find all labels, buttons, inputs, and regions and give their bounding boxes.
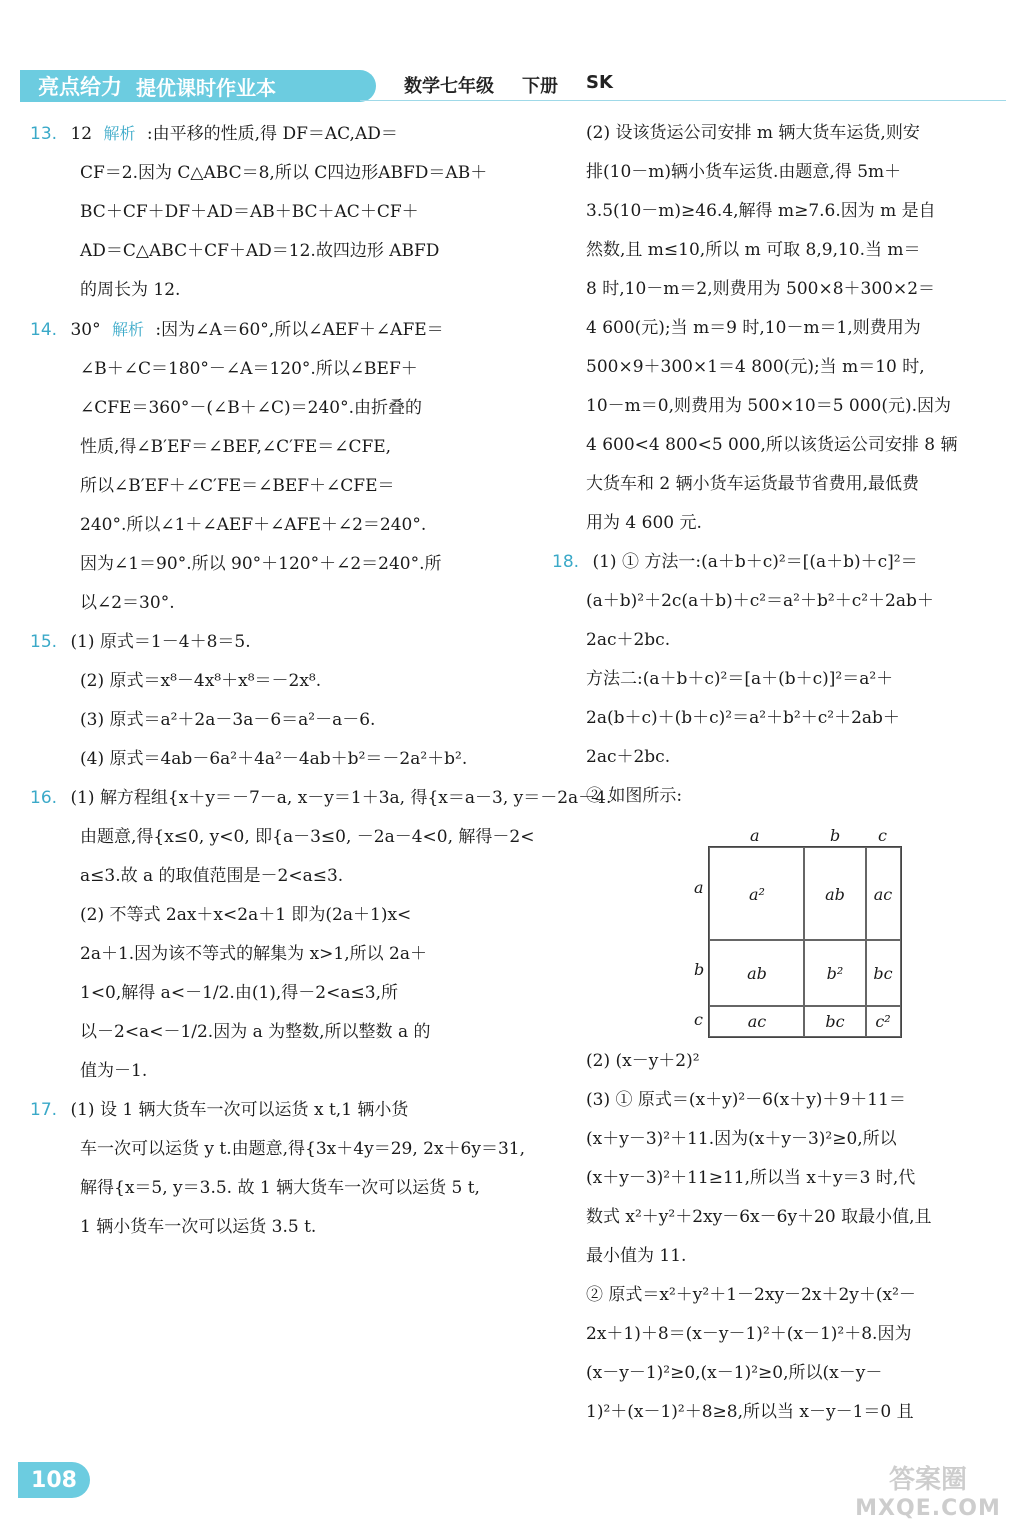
answer-line: 1<0,解得 a<－1/2.由(1),得－2<a≤3,所 (80, 983, 398, 1003)
answer-line: 240°.所以∠1＋∠AEF＋∠AFE＋∠2＝240°. (80, 515, 427, 535)
answer-line: 以∠2＝30°. (80, 593, 175, 613)
answer-line: 500×9＋300×1＝4 800(元);当 m＝10 时, (586, 357, 925, 377)
brand-title: 提优课时作业本 (136, 75, 276, 100)
answer-line: 值为－1. (80, 1061, 148, 1081)
answer-line: BC＋CF＋DF＋AD＝AB＋BC＋AC＋CF＋ (80, 202, 419, 222)
question-17-continued (580, 114, 1015, 543)
page-header (0, 70, 1026, 104)
answer-line: CF＝2.因为 C△ABC＝8,所以 C四边形ABFD＝AB＋ (80, 163, 488, 183)
answer-line: 数式 x²＋y²＋2xy－6x－6y＋20 取最小值,且 (586, 1207, 932, 1227)
answer-line: 大货车和 2 辆小货车运货最节省费用,最低费 (586, 474, 920, 494)
page-number: 108 (18, 1462, 90, 1498)
subject-info (404, 72, 613, 98)
subject-grade: 数学七年级 (404, 76, 494, 97)
answer-line: a≤3.故 a 的取值范围是－2<a≤3. (80, 866, 344, 886)
cell-ab: ab (803, 847, 867, 941)
watermark-url: MXQE.COM (855, 1496, 1001, 1521)
brand-series: 亮点给力 (38, 75, 122, 99)
question-number: 17. (30, 1100, 58, 1120)
answer-line: (2) (x－y＋2)² (586, 1051, 700, 1071)
top-label-a: a (750, 826, 760, 845)
answer-line: (2) 设该货运公司安排 m 辆大货车运货,则安 (586, 123, 920, 143)
right-column (552, 114, 1015, 1432)
answer-line: ∠CFE＝360°－(∠B＋∠C)＝240°.由折叠的 (80, 398, 423, 418)
watermark-logo (838, 1450, 1018, 1530)
question-17 (30, 1091, 525, 1247)
answer-line: (x－y－1)²≥0,(x－1)²≥0,所以(x－y－ (586, 1363, 883, 1383)
cell-ac: ac (865, 847, 901, 941)
cell-bc: bc (865, 939, 901, 1007)
answer-line: (2) 原式＝x⁸－4x⁸＋x⁸＝－2x⁸. (80, 671, 322, 691)
question-13 (30, 114, 510, 310)
answer-line: (a＋b)²＋2c(a＋b)＋c²＝a²＋b²＋c²＋2ab＋ (586, 591, 934, 611)
answer-line: 2ac＋2bc. (586, 747, 671, 767)
cell-a-squared: a² (709, 847, 805, 941)
answer-line: 解得{x＝5, y＝3.5. 故 1 辆大货车一次可以运货 5 t, (80, 1178, 480, 1198)
header-rule (360, 100, 1006, 101)
watermark-text: 答案圈 (888, 1465, 967, 1495)
answer-line: 1)²＋(x－1)²＋8≥8,所以当 x－y－1＝0 且 (586, 1402, 914, 1422)
answer-text: :因为∠A＝60°,所以∠AEF＋∠AFE＝ (155, 320, 444, 340)
answer-line: (x＋y－3)²＋11.因为(x＋y－3)²≥0,所以 (586, 1129, 897, 1149)
answer-line: (3) 原式＝a²＋2a－3a－6＝a²－a－6. (80, 710, 376, 730)
question-15 (30, 623, 510, 779)
answer-line: 8 时,10－m＝2,则费用为 500×8＋300×2＝ (586, 279, 936, 299)
answer-line: 方法二:(a＋b＋c)²＝[a＋(b＋c)]²＝a²＋ (586, 669, 894, 689)
answer-line: 10－m＝0,则费用为 500×10＝5 000(元).因为 (586, 396, 952, 416)
question-number: 15. (30, 632, 58, 652)
answer-line: (1) 设 1 辆大货车一次可以运货 x t,1 辆小货 (70, 1100, 409, 1120)
answer-line: 车一次可以运货 y t.由题意,得{3x＋4y＝29, 2x＋6y＝31, (80, 1139, 525, 1159)
question-16 (30, 779, 612, 1091)
cell-c-squared: c² (865, 1005, 901, 1037)
answer-line: 所以∠B′EF＋∠C′FE＝∠BEF＋∠CFE＝ (80, 476, 395, 496)
answer-line: (2) 不等式 2ax＋x<2a＋1 即为(2a＋1)x< (80, 905, 412, 925)
answer-line: 以－2<a<－1/2.因为 a 为整数,所以整数 a 的 (80, 1022, 431, 1042)
question-number: 13. (30, 124, 58, 144)
answer-line: 1 辆小货车一次可以运货 3.5 t. (80, 1217, 317, 1237)
answer-line: 排(10－m)辆小货车运货.由题意,得 5m＋ (586, 162, 902, 182)
cell-ac: ac (709, 1005, 805, 1037)
answer-line: (x＋y－3)²＋11≥11,所以当 x＋y＝3 时,代 (586, 1168, 916, 1188)
left-column (30, 114, 612, 1247)
subject-edition: SK (586, 72, 613, 93)
answer-line: 然数,且 m≤10,所以 m 可取 8,9,10.当 m＝ (586, 240, 921, 260)
answer-line: (1) ① 方法一:(a＋b＋c)²＝[(a＋b)＋c]²＝ (592, 552, 918, 572)
answer-line: 由题意,得{x≤0, y<0, 即{a－3≤0, －2a－4<0, 解得－2< (80, 827, 535, 847)
analysis-label: 解析 (112, 320, 145, 339)
diagram-grid (708, 846, 902, 1038)
question-number: 14. (30, 320, 58, 340)
cell-b-squared: b² (803, 939, 867, 1007)
answer-line: ② 原式＝x²＋y²＋1－2xy－2x＋2y＋(x²－ (586, 1285, 916, 1305)
answer-line: (3) ① 原式＝(x＋y)²－6(x＋y)＋9＋11＝ (586, 1090, 906, 1110)
top-label-b: b (830, 826, 841, 845)
answer-line: ∠B＋∠C＝180°－∠A＝120°.所以∠BEF＋ (80, 359, 418, 379)
cell-ab: ab (709, 939, 805, 1007)
square-expansion-diagram (694, 826, 908, 1038)
answer: 30° (70, 320, 101, 340)
answer-text: :由平移的性质,得 DF＝AC,AD＝ (146, 124, 398, 144)
top-label-c: c (878, 826, 887, 845)
answer-line: 2a＋1.因为该不等式的解集为 x>1,所以 2a＋ (80, 944, 427, 964)
answer-line: 因为∠1＝90°.所以 90°＋120°＋∠2＝240°.所 (80, 554, 442, 574)
question-number: 16. (30, 788, 58, 808)
answer-line: 的周长为 12. (80, 280, 181, 300)
answer-line: 2ac＋2bc. (586, 630, 671, 650)
answer: 12 (70, 124, 93, 144)
answer-line: 用为 4 600 元. (586, 513, 702, 533)
side-label-b: b (694, 960, 705, 979)
answer-line: 2a(b＋c)＋(b＋c)²＝a²＋b²＋c²＋2ab＋ (586, 708, 900, 728)
answer-line: 3.5(10－m)≥46.4,解得 m≥7.6.因为 m 是自 (586, 201, 936, 221)
analysis-label: 解析 (103, 124, 136, 143)
side-label-c: c (694, 1010, 703, 1029)
answer-line: 4 600<4 800<5 000,所以该货运公司安排 8 辆 (586, 435, 958, 455)
answer-line: (1) 解方程组{x＋y＝－7－a, x－y＝1＋3a, 得{x＝a－3, y＝－2a－4. (70, 788, 612, 808)
answer-line: (1) 原式＝1－4＋8＝5. (70, 632, 251, 652)
answer-line: 4 600(元);当 m＝9 时,10－m＝1,则费用为 (586, 318, 921, 338)
answer-line: 2x＋1)＋8＝(x－y－1)²＋(x－1)²＋8.因为 (586, 1324, 912, 1344)
answer-line: AD＝C△ABC＋CF＋AD＝12.故四边形 ABFD (80, 241, 440, 261)
brand-banner (20, 70, 376, 102)
answer-line: (4) 原式＝4ab－6a²＋4a²－4ab＋b²＝－2a²＋b². (80, 749, 468, 769)
answer-line: 性质,得∠B′EF＝∠BEF,∠C′FE＝∠CFE, (80, 437, 392, 457)
cell-bc: bc (803, 1005, 867, 1037)
answer-line: ② 如图所示: (586, 786, 683, 806)
question-14 (30, 310, 510, 623)
side-label-a: a (694, 878, 704, 897)
subject-volume: 下册 (522, 76, 558, 97)
answer-line: 最小值为 11. (586, 1246, 687, 1266)
question-number: 18. (552, 552, 580, 572)
